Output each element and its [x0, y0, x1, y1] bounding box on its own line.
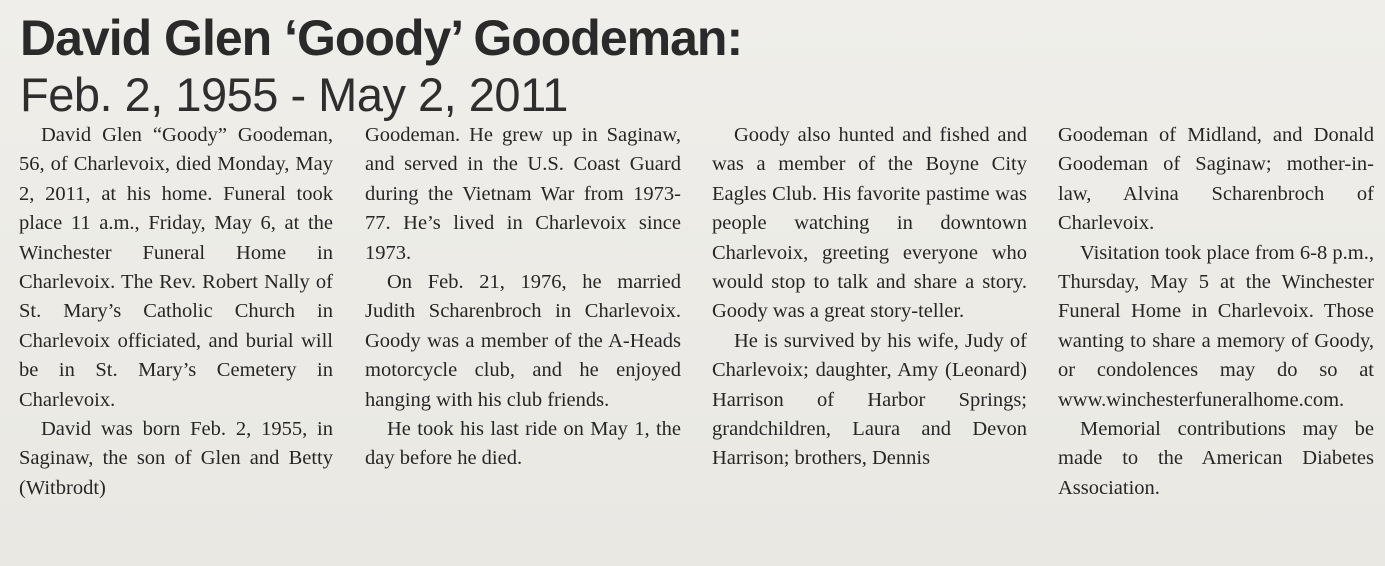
obituary-dates: Feb. 2, 1955 - May 2, 2011	[20, 68, 568, 121]
paragraph: On Feb. 21, 1976, he married Judith Scharenbroch in Charlevoix. Goody was a member of the A-Heads motorcycle club, and he enjoyed hanging with his club friends.	[365, 271, 681, 411]
article-column-3	[712, 121, 1027, 474]
paragraph: Visitation took place from 6-8 p.m., Thursday, May 5 at the Winchester Funeral Home in Charlevoix. Those wanting to share a memory of Goody, or condolences may do so at www.winchesterfuneralhome.com.	[1058, 241, 1374, 411]
obituary-headline: David Glen ‘Goody’ Goodeman:	[20, 10, 743, 66]
article-column-2	[365, 121, 681, 474]
paragraph-continued: Goodeman. He grew up in Saginaw, and served in the U.S. Coast Guard during the Vietnam War from 1973-77. He’s lived in Charlevoix since 1973.	[365, 124, 681, 264]
article-column-1	[19, 121, 333, 503]
paragraph: Goody also hunted and fished and was a member of the Boyne City Eagles Club. His favorite pastime was people watching in downtown Charlevoix, greeting everyone who would stop to talk and share a story. Goody was a great story-teller.	[712, 124, 1027, 323]
paragraph: Memorial contributions may be made to the American Diabetes Association.	[1058, 418, 1374, 499]
paragraph-continued: Goodeman of Midland, and Donald Goodeman of Saginaw; mother-in-law, Alvina Scharenbroch of Charlevoix.	[1058, 124, 1374, 235]
paragraph: He is survived by his wife, Judy of Charlevoix; daughter, Amy (Leonard) Harrison of Harbor Springs; grandchildren, Laura and Devon Harrison; brothers, Dennis	[712, 329, 1027, 470]
article-column-4	[1058, 121, 1374, 503]
paragraph: David Glen “Goody” Goodeman, 56, of Charlevoix, died Monday, May 2, 2011, at his home. Funeral took place 11 a.m., Friday, May 6, at the Winchester Funeral Home in Charlevoix. The Rev. Robert Nally of St. Mary’s Catholic Church in Charlevoix officiated, and burial will be in St. Mary’s Cemetery in Charlevoix.	[19, 124, 333, 411]
paragraph: David was born Feb. 2, 1955, in Saginaw, the son of Glen and Betty (Witbrodt)	[19, 418, 333, 499]
paragraph: He took his last ride on May 1, the day before he died.	[365, 418, 681, 470]
